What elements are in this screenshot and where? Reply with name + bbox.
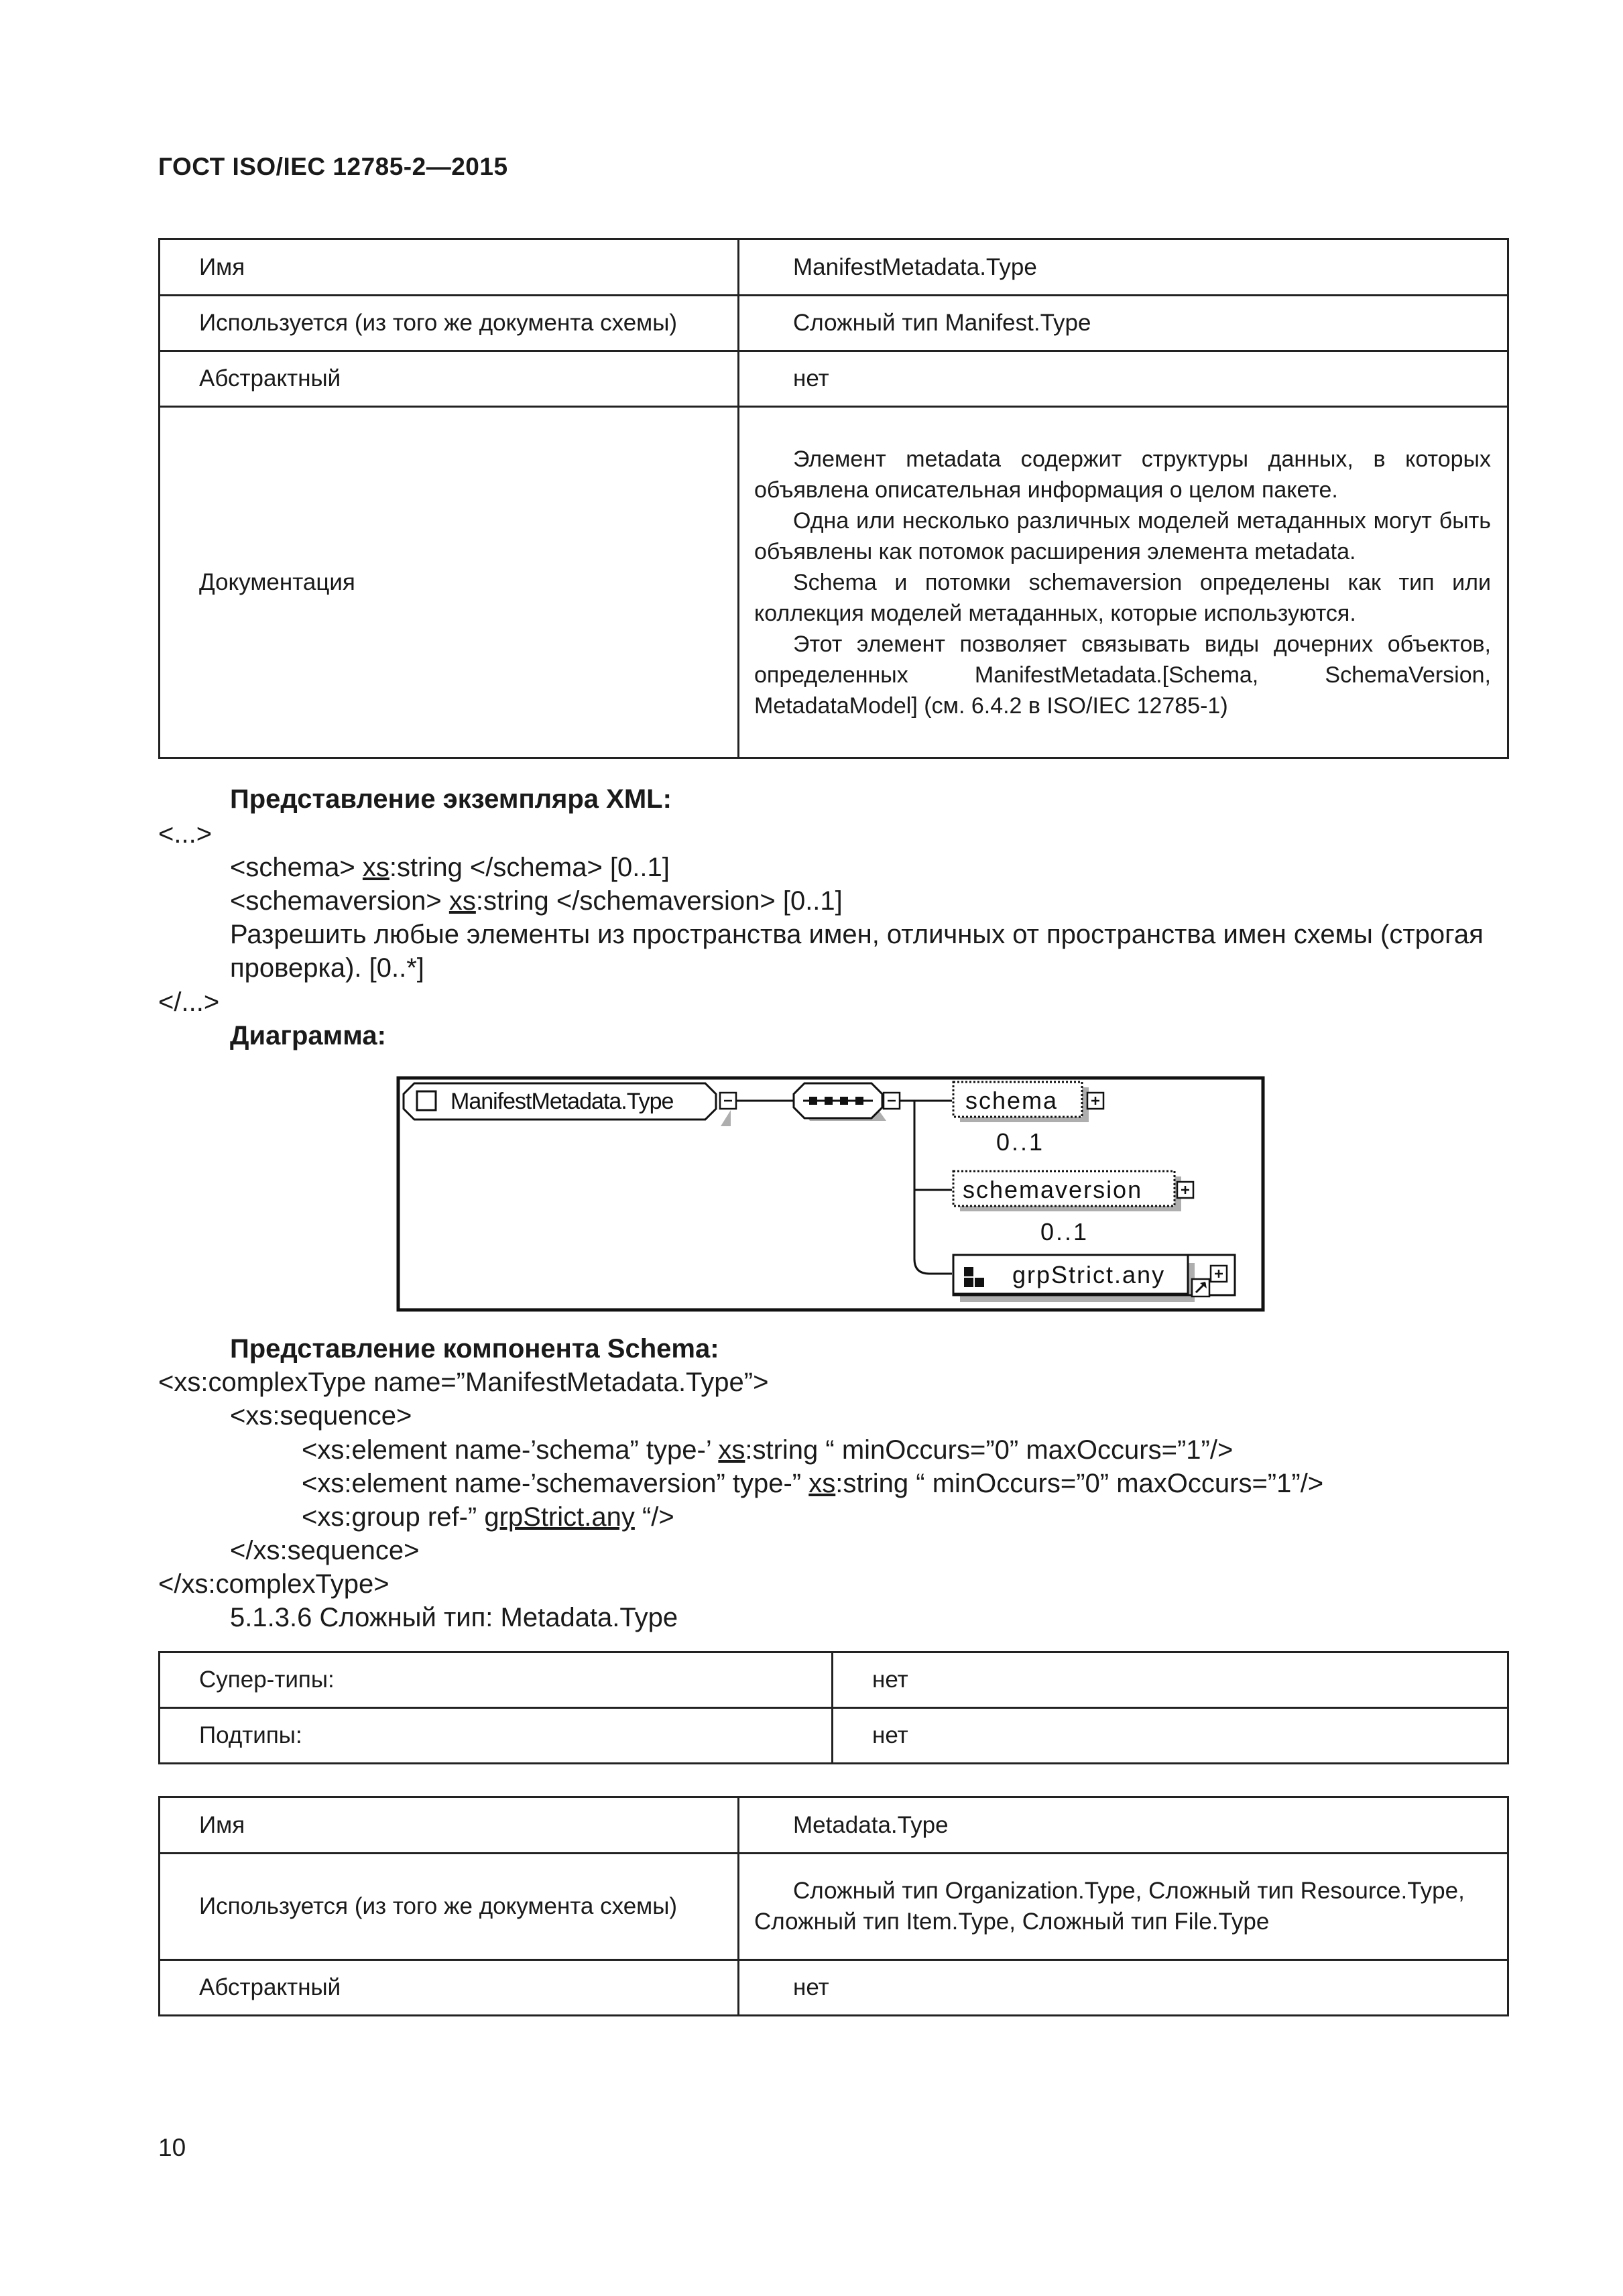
xml-text: :string </schemaversion> [0..1] bbox=[475, 886, 843, 916]
used-value-line: Сложный тип Item.Type, Сложный тип File.Type bbox=[754, 1909, 1270, 1935]
section-title: 5.1.3.6 Сложный тип: Metadata.Type bbox=[230, 1603, 678, 1632]
element-schemaversion-label: schemaversion bbox=[963, 1176, 1143, 1203]
abstract-value: нет bbox=[739, 351, 1508, 407]
documentation-paragraph: Этот элемент позволяет связывать виды дочерних объектов, определенных ManifestMetadata.[Schema, SchemaVersion, MetadataModel] (см. 6.4.2 в ISO/IEC 12785-1) bbox=[754, 631, 1491, 719]
schema-text: <xs:element name-’schema” type-’ bbox=[302, 1435, 719, 1465]
cardinality-label: 0..1 bbox=[1040, 1218, 1089, 1246]
documentation-paragraph: Элемент metadata содержит структуры данных, в которых объявлена описательная информация о целом пакете. bbox=[754, 446, 1491, 503]
xml-line: Разрешить любые элементы из пространства имен, отличных от пространства имен схемы (строгая bbox=[230, 920, 1484, 949]
schema-line bbox=[302, 1435, 1233, 1465]
group-label: grpStrict.any bbox=[1012, 1261, 1166, 1288]
xml-line: проверка). [0..*] bbox=[230, 953, 424, 983]
documentation-paragraph: Одна или несколько различных моделей метаданных могут быть объявлены как потомок расширения элемента metadata. bbox=[754, 507, 1491, 564]
element-schema-label: schema bbox=[965, 1087, 1059, 1114]
schema-text: <xs:element name-’schemaversion” type-” bbox=[302, 1469, 809, 1498]
name-value: Metadata.Type bbox=[739, 1797, 1508, 1854]
used-value bbox=[739, 1854, 1508, 1960]
subtypes-label: Подтипы: bbox=[160, 1708, 833, 1764]
schema-line bbox=[302, 1502, 674, 1532]
documentation-paragraph: Schema и потомки schemaversion определены как тип или коллекция моделей метаданных, которые используются. bbox=[754, 569, 1491, 626]
schema-text: :string “ minOccurs=”0” maxOccurs=”1”/> bbox=[745, 1435, 1234, 1465]
page-number: 10 bbox=[158, 2134, 186, 2161]
root-label: ManifestMetadata.Type bbox=[450, 1089, 674, 1114]
used-value: Сложный тип Manifest.Type bbox=[739, 296, 1508, 351]
schema-text: “/> bbox=[634, 1502, 674, 1532]
group-icon bbox=[964, 1267, 973, 1276]
schema-line: </xs:complexType> bbox=[158, 1569, 389, 1599]
documentation-label: Документация bbox=[160, 407, 739, 758]
name-label: Имя bbox=[160, 239, 739, 296]
schema-line: <xs:sequence> bbox=[230, 1401, 412, 1431]
abstract-label: Абстрактный bbox=[160, 1960, 739, 2016]
schema-text: :string “ minOccurs=”0” maxOccurs=”1”/> bbox=[835, 1469, 1324, 1498]
cardinality-label: 0..1 bbox=[996, 1128, 1045, 1156]
grpstrict-any-link[interactable]: grpStrict.any bbox=[484, 1502, 635, 1532]
supertypes-value: нет bbox=[833, 1652, 1508, 1708]
xs-link[interactable]: xs bbox=[362, 853, 389, 882]
schema-line: </xs:sequence> bbox=[230, 1536, 420, 1565]
xml-text: :string </schema> [0..1] bbox=[389, 853, 670, 882]
properties-table-metadata bbox=[158, 1796, 1509, 2016]
xs-link[interactable]: xs bbox=[718, 1435, 745, 1465]
complex-type-icon bbox=[417, 1091, 436, 1110]
table-row bbox=[160, 1854, 1508, 1960]
types-table bbox=[158, 1651, 1509, 1764]
xml-text: <schemaversion> bbox=[230, 886, 449, 916]
table-row bbox=[160, 1708, 1508, 1764]
abstract-value: нет bbox=[739, 1960, 1508, 2016]
schema-line bbox=[302, 1469, 1323, 1499]
used-label: Используется (из того же документа схемы) bbox=[160, 296, 739, 351]
table-row bbox=[160, 1797, 1508, 1854]
xs-link[interactable]: xs bbox=[448, 886, 476, 916]
name-label: Имя bbox=[160, 1797, 739, 1854]
schema-heading: Представление компонента Schema: bbox=[230, 1334, 719, 1364]
subtypes-value: нет bbox=[833, 1708, 1508, 1764]
table-row bbox=[160, 1652, 1508, 1708]
used-label: Используется (из того же документа схемы) bbox=[160, 1854, 739, 1960]
name-value: ManifestMetadata.Type bbox=[739, 239, 1508, 296]
table-row bbox=[160, 1960, 1508, 2016]
schema-line: <xs:complexType name=”ManifestMetadata.Type”> bbox=[158, 1368, 769, 1397]
xml-heading: Представление экземпляра XML: bbox=[230, 784, 672, 814]
schema-text: <xs:group ref-” bbox=[302, 1502, 485, 1532]
used-value-line: Сложный тип Organization.Type, Сложный тип Resource.Type, bbox=[793, 1878, 1465, 1904]
supertypes-label: Супер-типы: bbox=[160, 1652, 833, 1708]
xml-close-tag: </...> bbox=[158, 987, 220, 1017]
abstract-label: Абстрактный bbox=[160, 351, 739, 407]
document-header: ГОСТ ISO/IEC 12785-2—2015 bbox=[158, 153, 508, 180]
diagram-heading: Диаграмма: bbox=[230, 1021, 386, 1050]
xml-text: <schema> bbox=[230, 853, 363, 882]
xml-open-tag: <...> bbox=[158, 819, 213, 849]
xs-link[interactable]: xs bbox=[808, 1469, 836, 1498]
